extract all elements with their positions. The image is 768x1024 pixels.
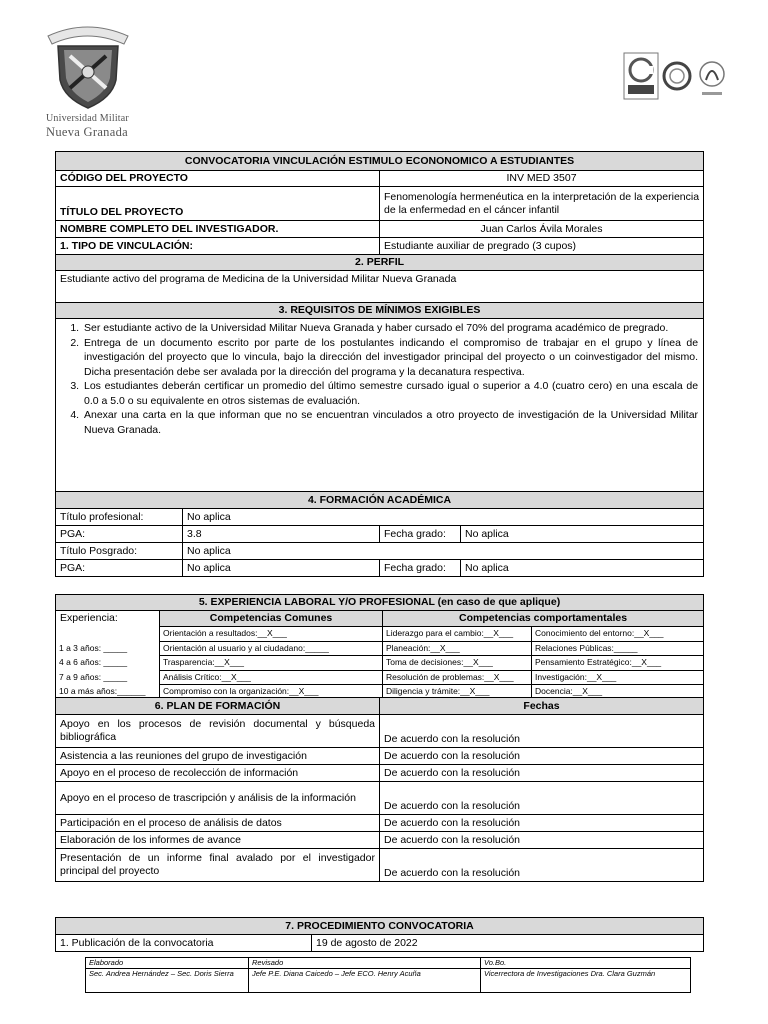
competencia-comportamental: Planeación:__X___ bbox=[383, 641, 532, 656]
experiencia-heading: 5. EXPERIENCIA LABORAL Y/O PROFESIONAL (en caso de que aplique) bbox=[56, 595, 704, 611]
competencia-comportamental: Conocimiento del entorno:__X___ bbox=[532, 627, 704, 642]
competencia-comportamental: Relaciones Públicas:_____ bbox=[532, 641, 704, 656]
fechas-heading: Fechas bbox=[380, 698, 704, 715]
convocatoria-table bbox=[55, 151, 704, 577]
elaborado-label: Elaborado bbox=[86, 958, 249, 969]
vobo-value: Vicerrectora de Investigaciones Dra. Clara Guzmán bbox=[481, 969, 691, 993]
university-name-line1: Universidad Militar bbox=[46, 113, 129, 124]
years-option: 4 a 6 años: _____ bbox=[56, 656, 160, 671]
competencia-comportamental: Docencia:__X___ bbox=[532, 685, 704, 700]
years-option: 10 a más años:______ bbox=[56, 685, 160, 700]
university-logo bbox=[40, 18, 135, 139]
requisitos-heading: 3. REQUISITOS DE MÍNIMOS EXIGIBLES bbox=[56, 303, 704, 319]
plan-date: De acuerdo con la resolución bbox=[380, 748, 704, 765]
procedimiento-step-value: 19 de agosto de 2022 bbox=[312, 935, 704, 952]
certification-logos bbox=[622, 52, 732, 102]
competencia-comportamental: Liderazgo para el cambio:__X___ bbox=[383, 627, 532, 642]
competencia-comportamental: Investigación:__X___ bbox=[532, 670, 704, 685]
iqnet-certification-icon bbox=[664, 63, 690, 89]
elaborado-value: Sec. Andrea Hernández – Sec. Doris Sierra bbox=[86, 969, 249, 993]
investigator-value: Juan Carlos Ávila Morales bbox=[380, 221, 704, 238]
plan-heading: 6. PLAN DE FORMACIÓN bbox=[56, 698, 380, 715]
plan-date: De acuerdo con la resolución bbox=[380, 715, 704, 748]
perfil-text: Estudiante activo del programa de Medicina de la Universidad Militar Nueva Granada bbox=[56, 271, 704, 303]
years-option: 7 a 9 años: _____ bbox=[56, 670, 160, 685]
vobo-label: Vo.Bo. bbox=[481, 958, 691, 969]
plan-activity: Presentación de un informe final avalado por el investigador principal del proyecto bbox=[56, 849, 380, 882]
plan-activity: Apoyo en el proceso de recolección de información bbox=[56, 765, 380, 782]
seal-certification-icon bbox=[700, 62, 724, 95]
requisito-item: 3. Los estudiantes deberán certificar un promedio del último semestre cursado igual o superior a 4.0 (cuatro cero) en una escala de 0.0 a 5.0 o su equivalente en otros sistemas de evaluación. bbox=[82, 379, 698, 408]
plan-formacion-table bbox=[55, 697, 704, 882]
project-title-label: TÍTULO DEL PROYECTO bbox=[56, 187, 380, 221]
investigator-label: NOMBRE COMPLETO DEL INVESTIGADOR. bbox=[56, 221, 380, 238]
project-code-label: CÓDIGO DEL PROYECTO bbox=[56, 171, 380, 187]
competencia-comportamental: Toma de decisiones:__X___ bbox=[383, 656, 532, 671]
plan-activity: Asistencia a las reuniones del grupo de investigación bbox=[56, 748, 380, 765]
form-title: CONVOCATORIA VINCULACIÓN ESTIMULO ECONONOMICO A ESTUDIANTES bbox=[56, 152, 704, 171]
titulo-profesional-value: No aplica bbox=[183, 509, 704, 526]
plan-date: De acuerdo con la resolución bbox=[380, 815, 704, 832]
experiencia-label: Experiencia: bbox=[56, 611, 160, 627]
procedimiento-heading: 7. PROCEDIMIENTO CONVOCATORIA bbox=[56, 918, 704, 935]
project-title-value: Fenomenología hermenéutica en la interpretación de la experiencia de la enfermedad en el cáncer infantil bbox=[380, 187, 704, 221]
shield-emblem-icon bbox=[40, 18, 135, 113]
plan-activity: Participación en el proceso de análisis de datos bbox=[56, 815, 380, 832]
titulo-profesional-label: Título profesional: bbox=[56, 509, 183, 526]
years-option: 1 a 3 años: _____ bbox=[56, 641, 160, 656]
competencia-comportamental: Pensamiento Estratégico:__X___ bbox=[532, 656, 704, 671]
requisito-item: 1. Ser estudiante activo de la Universidad Militar Nueva Granada y haber cursado el 70% del programa académico de pregrado. bbox=[82, 321, 698, 336]
competencia-comun: Orientación al usuario y al ciudadano:_____ bbox=[160, 641, 383, 656]
vinculation-label: 1. TIPO DE VINCULACIÓN: bbox=[56, 238, 380, 255]
plan-activity: Elaboración de los informes de avance bbox=[56, 832, 380, 849]
plan-activity: Apoyo en el proceso de trascripción y análisis de la información bbox=[56, 782, 380, 815]
fecha-grado-label: Fecha grado: bbox=[380, 526, 461, 543]
titulo-posgrado-label: Título Posgrado: bbox=[56, 543, 183, 560]
requisito-item: 2. Entrega de un documento escrito por parte de los postulantes indicando el compromiso de trabajar en el grupo y línea de investigación del proyecto que lo vincula, bajo la dirección del investigador principal del proyecto o un coinvestigador del mismo. Dicha presentación debe ser avalada por la dirección del programa y la decanatura respectiva. bbox=[82, 336, 698, 380]
plan-date: De acuerdo con la resolución bbox=[380, 849, 704, 882]
vinculation-value: Estudiante auxiliar de pregrado (3 cupos) bbox=[380, 238, 704, 255]
approval-footer bbox=[85, 957, 691, 993]
competencias-comportamentales-heading: Competencias comportamentales bbox=[383, 611, 704, 627]
competencia-comun: Análisis Crítico:__X___ bbox=[160, 670, 383, 685]
icontec-certification-icon bbox=[624, 53, 658, 99]
pga-posgrado-label: PGA: bbox=[56, 560, 183, 577]
titulo-posgrado-value: No aplica bbox=[183, 543, 704, 560]
pga-posgrado-value: No aplica bbox=[183, 560, 380, 577]
revisado-label: Revisado bbox=[249, 958, 481, 969]
plan-date: De acuerdo con la resolución bbox=[380, 765, 704, 782]
requisitos-list bbox=[60, 321, 698, 437]
revisado-value: Jefe P.E. Diana Caicedo – Jefe ECO. Henry Acuña bbox=[249, 969, 481, 993]
formacion-heading: 4. FORMACIÓN ACADÉMICA bbox=[56, 492, 704, 509]
perfil-heading: 2. PERFIL bbox=[56, 255, 704, 271]
competencia-comun: Orientación a resultados:__X___ bbox=[160, 627, 383, 642]
procedimiento-table bbox=[55, 917, 704, 952]
university-name-line2: Nueva Granada bbox=[46, 125, 128, 139]
plan-date: De acuerdo con la resolución bbox=[380, 832, 704, 849]
years-spacer bbox=[56, 627, 160, 642]
competencias-comunes-heading: Competencias Comunes bbox=[160, 611, 383, 627]
procedimiento-step-label: 1. Publicación de la convocatoria bbox=[56, 935, 312, 952]
fecha-grado-value: No aplica bbox=[461, 526, 704, 543]
competencia-comportamental: Resolución de problemas:__X___ bbox=[383, 670, 532, 685]
competencia-comun: Trasparencia:__X___ bbox=[160, 656, 383, 671]
pga-value: 3.8 bbox=[183, 526, 380, 543]
experiencia-table bbox=[55, 594, 704, 700]
requisito-item: 4. Anexar una carta en la que informan que no se encuentran vinculados a otro proyecto de investigación de la Universidad Militar Nueva Granada. bbox=[82, 408, 698, 437]
project-code-value: INV MED 3507 bbox=[380, 171, 704, 187]
plan-activity: Apoyo en los procesos de revisión documental y búsqueda bibliográfica bbox=[56, 715, 380, 748]
fecha-grado-posgrado-label: Fecha grado: bbox=[380, 560, 461, 577]
fecha-grado-posgrado-value: No aplica bbox=[461, 560, 704, 577]
requisitos-list-cell bbox=[56, 319, 704, 492]
competencia-comun: Compromiso con la organización:__X___ bbox=[160, 685, 383, 700]
competencia-comportamental: Diligencia y trámite:__X___ bbox=[383, 685, 532, 700]
plan-date: De acuerdo con la resolución bbox=[380, 782, 704, 815]
pga-label: PGA: bbox=[56, 526, 183, 543]
